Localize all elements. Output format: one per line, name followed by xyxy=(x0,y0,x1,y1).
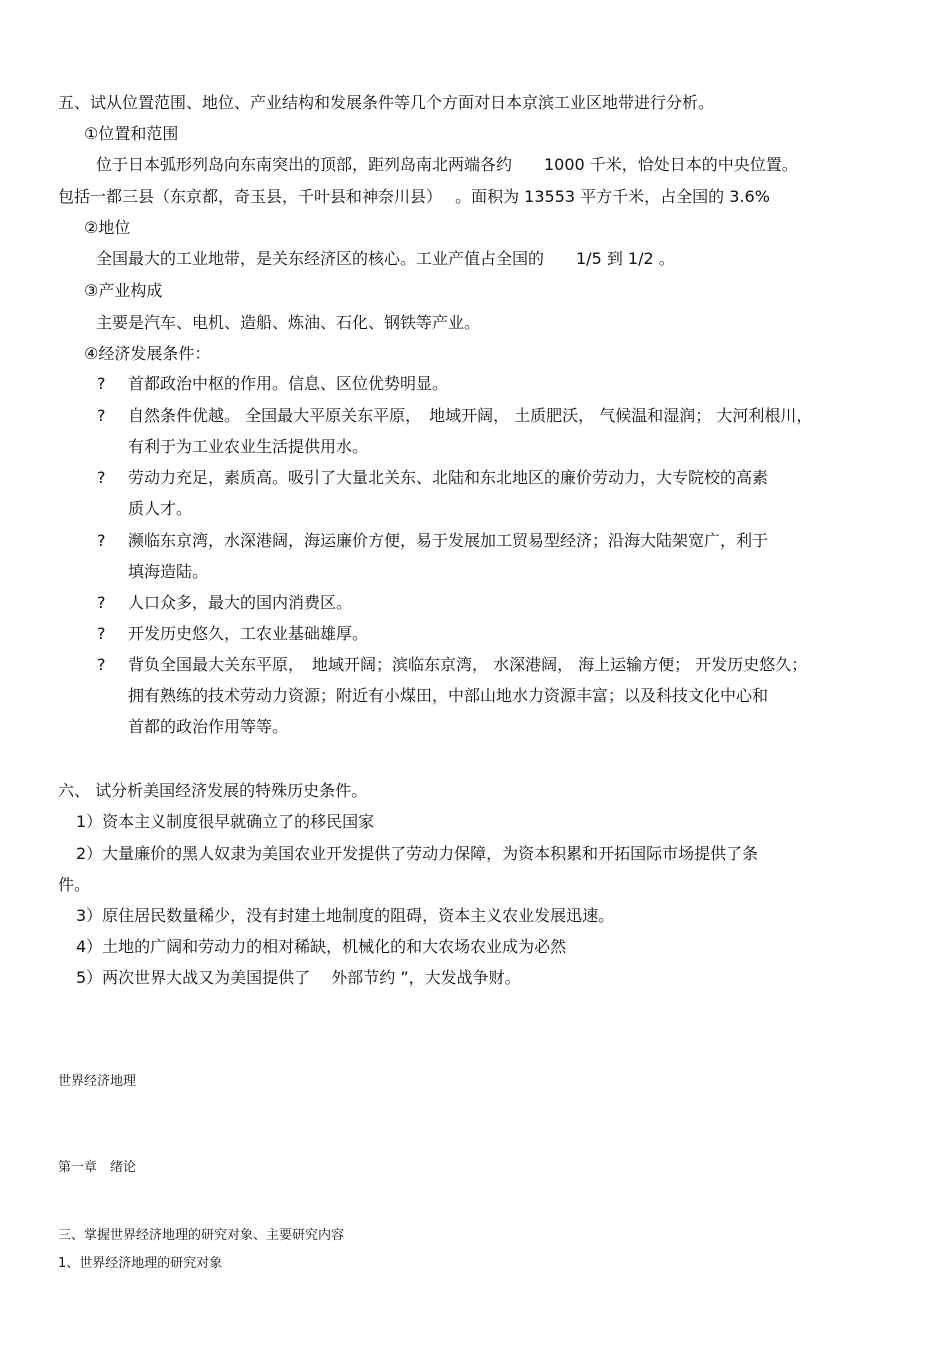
bullet-marker: ? xyxy=(97,531,106,550)
condition-bullet-2-line2: 有利于为工业农业生活提供用水。 xyxy=(128,437,369,456)
location-text-line1: 位于日本弧形列岛向东南突出的顶部，距列岛南北两端各约 1000 千米，恰处日本的中央位置。 xyxy=(96,155,798,174)
bullet-marker: ? xyxy=(97,593,106,612)
condition-bullet-7-line2: 拥有熟练的技术劳动力资源；附近有小煤田，中部山地水力资源丰富；以及科技文化中心和 xyxy=(128,686,769,705)
subsection-item-1: 1、世界经济地理的研究对象 xyxy=(58,1256,223,1271)
section5-heading-industry: ③产业构成 xyxy=(84,281,163,300)
section6-item-5: 5）两次世界大战又为美国提供了 外部节约 ”，大发战争财。 xyxy=(76,968,521,987)
condition-bullet-7-line3: 首都的政治作用等等。 xyxy=(128,717,289,736)
section6-item-1: 1）资本主义制度很早就确立了的移民国家 xyxy=(76,812,375,831)
section6-item-2-line1: 2）大量廉价的黑人奴隶为美国农业开发提供了劳动力保障，为资本积累和开拓国际市场提供了条 xyxy=(76,844,759,863)
section5-heading-status: ②地位 xyxy=(84,218,131,237)
section6-item-4: 4）土地的广阔和劳动力的相对稀缺，机械化的和大农场农业成为必然 xyxy=(76,937,567,956)
section5-title: 五、试从位置范围、地位、产业结构和发展条件等几个方面对日本京滨工业区地带进行分析。 xyxy=(58,93,715,112)
condition-bullet-2-line1: 自然条件优越。 全国最大平原关东平原， 地域开阔， 土质肥沃， 气候温和湿润； 大河利根川， xyxy=(128,406,813,425)
condition-bullet-4-line1: 濒临东京湾，水深港阔，海运廉价方便，易于发展加工贸易型经济；沿海大陆架宽广，利于 xyxy=(128,531,769,550)
condition-bullet-3-line1: 劳动力充足，素质高。吸引了大量北关东、北陆和东北地区的廉价劳动力，大专院校的高素 xyxy=(128,468,769,487)
condition-bullet-3-line2: 质人才。 xyxy=(128,499,193,518)
status-text: 全国最大的工业地带，是关东经济区的核心。工业产值占全国的 1/5 到 1/2 。 xyxy=(96,249,675,268)
bullet-marker: ? xyxy=(97,374,106,393)
section6-item-3: 3）原住居民数量稀少，没有封建土地制度的阻碍，资本主义农业发展迅速。 xyxy=(76,906,615,925)
condition-bullet-7-line1: 背负全国最大关东平原， 地域开阔；滨临东京湾， 水深港阔， 海上运输方便； 开发历史悠久； xyxy=(128,655,808,674)
chapter-title: 第一章 绪论 xyxy=(58,1160,137,1175)
location-text-line2: 包括一都三县（东京都，奇玉县，千叶县和神奈川县） 。面积为 13553 平方千米，占全国的 3.6% xyxy=(58,187,770,206)
condition-bullet-6: 开发历史悠久，工农业基础雄厚。 xyxy=(128,624,369,643)
condition-bullet-5: 人口众多，最大的国内消费区。 xyxy=(128,593,353,612)
section5-heading-location: ①位置和范围 xyxy=(84,124,179,143)
book-title: 世界经济地理 xyxy=(58,1074,137,1089)
bullet-marker: ? xyxy=(97,406,106,425)
bullet-marker: ? xyxy=(97,624,106,643)
bullet-marker: ? xyxy=(97,468,106,487)
industry-text: 主要是汽车、电机、造船、炼油、石化、钢铁等产业。 xyxy=(96,313,481,332)
condition-bullet-1: 首都政治中枢的作用。信息、区位优势明显。 xyxy=(128,374,449,393)
subsection-title: 三、掌握世界经济地理的研究对象、主要研究内容 xyxy=(58,1228,345,1243)
section6-title: 六、 试分析美国经济发展的特殊历史条件。 xyxy=(58,781,368,800)
bullet-marker: ? xyxy=(97,655,106,674)
condition-bullet-4-line2: 填海造陆。 xyxy=(128,562,209,581)
section5-heading-conditions: ④经济发展条件： xyxy=(84,344,211,363)
section6-item-2-line2: 件。 xyxy=(58,875,91,894)
